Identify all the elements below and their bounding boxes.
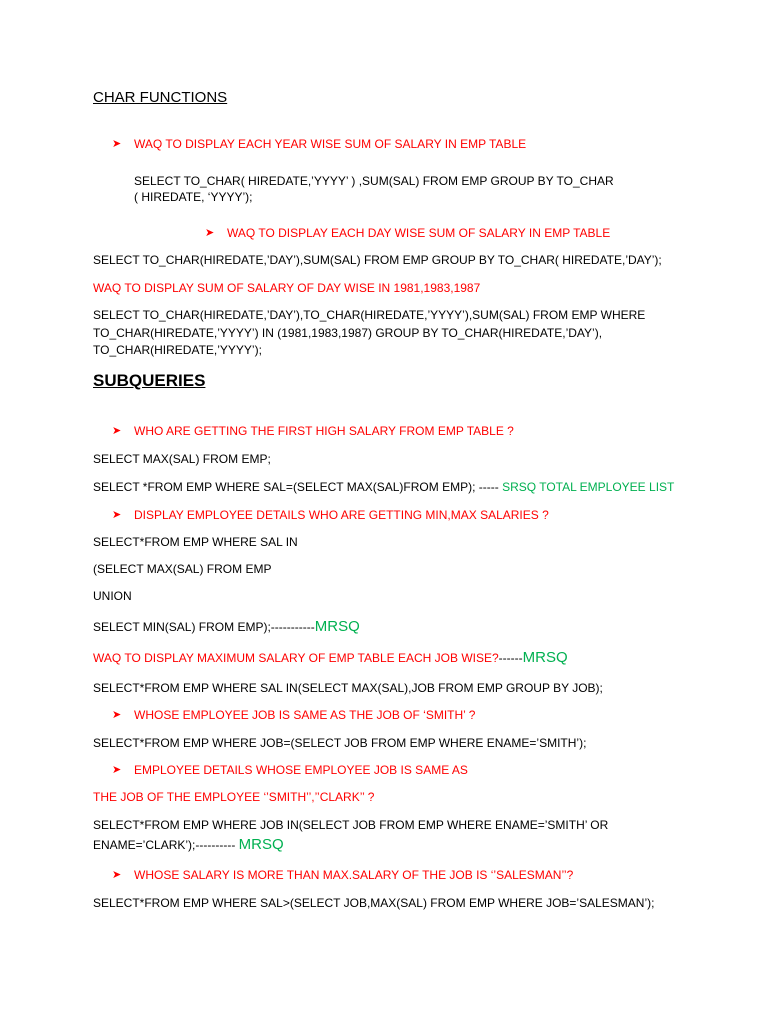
query-day-wise-years-line3: TO_CHAR(HIREDATE,’YYYY’); [93, 343, 262, 357]
query-year-wise-line1: SELECT TO_CHAR( HIREDATE,’YYYY’ ) ,SUM(SAL) FROM EMP GROUP BY TO_CHAR [134, 174, 614, 188]
mrsq-tag: MRSQ [314, 618, 360, 635]
mrsq-tag: MRSQ [522, 649, 568, 666]
query-day-wise-years-line2: TO_CHAR(HIREDATE,’YYYY’) IN (1981,1983,1987) GROUP BY TO_CHAR(HIREDATE,’DAY’), [93, 326, 603, 340]
query-same-job-smith-clark-line2-text: ENAME=’CLARK’);---------- [93, 838, 236, 852]
mrsq-tag: MRSQ [238, 836, 284, 853]
question-min-max-salaries: DISPLAY EMPLOYEE DETAILS WHO ARE GETTING MIN,MAX SALARIES ? [134, 508, 549, 522]
query-same-job-smith: SELECT*FROM EMP WHERE JOB=(SELECT JOB FROM EMP WHERE ENAME=’SMITH’); [93, 736, 587, 750]
arrowhead-bullet-icon: ➤ [112, 764, 122, 776]
query-min-max-line2: (SELECT MAX(SAL) FROM EMP [93, 562, 272, 576]
question-max-salary-job-wise [93, 650, 568, 666]
arrowhead-bullet-icon: ➤ [112, 138, 122, 150]
query-first-high-salary-text: SELECT *FROM EMP WHERE SAL=(SELECT MAX(SAL)FROM EMP); ----- [93, 480, 499, 494]
query-same-job-smith-clark-line2 [93, 837, 284, 853]
query-first-high-salary [93, 479, 674, 495]
char-functions-heading: CHAR FUNCTIONS [93, 89, 228, 106]
query-min-max-union: UNION [93, 589, 132, 603]
question-same-job-smith-clark-line1: EMPLOYEE DETAILS WHOSE EMPLOYEE JOB IS SAME AS [134, 763, 468, 777]
question-salary-above-salesman: WHOSE SALARY IS MORE THAN MAX.SALARY OF THE JOB IS ‘’SALESMAN’’? [134, 868, 574, 882]
query-same-job-smith-clark-line1: SELECT*FROM EMP WHERE JOB IN(SELECT JOB FROM EMP WHERE ENAME=’SMITH’ OR [93, 818, 609, 832]
arrowhead-bullet-icon: ➤ [112, 869, 122, 881]
arrowhead-bullet-icon: ➤ [112, 709, 122, 721]
question-max-salary-job-wise-text: WAQ TO DISPLAY MAXIMUM SALARY OF EMP TABLE EACH JOB WISE? [93, 651, 499, 665]
question-first-high-salary: WHO ARE GETTING THE FIRST HIGH SALARY FROM EMP TABLE ? [134, 424, 514, 438]
question-same-job-smith: WHOSE EMPLOYEE JOB IS SAME AS THE JOB OF ‘SMITH’ ? [134, 708, 476, 722]
question-same-job-smith-clark-line2: THE JOB OF THE EMPLOYEE ‘’SMITH’’,’’CLARK’’ ? [93, 790, 375, 804]
query-min-max-line4-text: SELECT MIN(SAL) FROM EMP);----------- [93, 620, 315, 634]
question-year-wise-sum: WAQ TO DISPLAY EACH YEAR WISE SUM OF SALARY IN EMP TABLE [134, 137, 527, 151]
query-day-wise-years-line1: SELECT TO_CHAR(HIREDATE,’DAY’),TO_CHAR(HIREDATE,’YYYY’),SUM(SAL) FROM EMP WHERE [93, 308, 646, 322]
query-salary-above-salesman: SELECT*FROM EMP WHERE SAL>(SELECT JOB,MAX(SAL) FROM EMP WHERE JOB=’SALESMAN’); [93, 896, 655, 910]
question-dashes: ------ [498, 651, 523, 665]
query-year-wise-line2: ( HIREDATE, ‘YYYY’); [134, 190, 253, 204]
query-day-wise: SELECT TO_CHAR(HIREDATE,’DAY’),SUM(SAL) FROM EMP GROUP BY TO_CHAR( HIREDATE,’DAY’); [93, 253, 662, 267]
subqueries-heading: SUBQUERIES [93, 371, 206, 390]
query-min-max-line4 [93, 619, 360, 635]
question-day-wise-years: WAQ TO DISPLAY SUM OF SALARY OF DAY WISE IN 1981,1983,1987 [93, 281, 481, 295]
arrowhead-bullet-icon: ➤ [205, 227, 215, 239]
arrowhead-bullet-icon: ➤ [112, 509, 122, 521]
srsq-tag: SRSQ TOTAL EMPLOYEE LIST [502, 480, 675, 494]
query-max-sal: SELECT MAX(SAL) FROM EMP; [93, 452, 271, 466]
arrowhead-bullet-icon: ➤ [112, 425, 122, 437]
question-day-wise-sum: WAQ TO DISPLAY EACH DAY WISE SUM OF SALARY IN EMP TABLE [227, 226, 611, 240]
query-max-salary-job-wise: SELECT*FROM EMP WHERE SAL IN(SELECT MAX(SAL),JOB FROM EMP GROUP BY JOB); [93, 681, 603, 695]
query-min-max-line1: SELECT*FROM EMP WHERE SAL IN [93, 535, 298, 549]
